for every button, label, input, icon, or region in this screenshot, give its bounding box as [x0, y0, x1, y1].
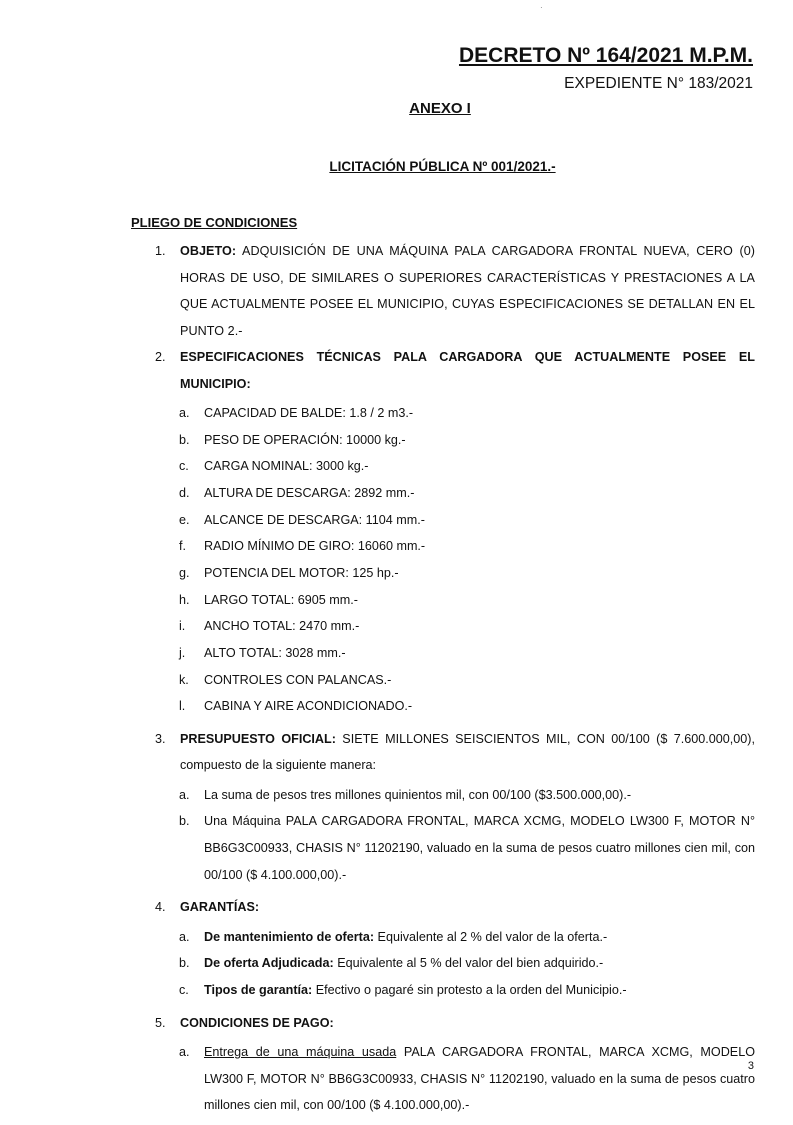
list-item [155, 640, 755, 667]
section-objeto [155, 238, 755, 344]
item-text: ALTO TOTAL: 3028 mm.- [204, 645, 346, 660]
section-label: OBJETO: [180, 244, 237, 258]
list-item [155, 667, 755, 694]
item-label: Entrega de una máquina usada [204, 1045, 397, 1060]
list-item [155, 693, 755, 720]
item-text: CONTROLES CON PALANCAS.- [204, 672, 392, 687]
item-text: POTENCIA DEL MOTOR: 125 hp.- [204, 565, 399, 580]
section-label: PRESUPUESTO OFICIAL: [180, 731, 336, 746]
list-item [155, 533, 755, 560]
list-item [155, 507, 755, 534]
annex-title: ANEXO I [409, 100, 471, 117]
list-item [155, 453, 755, 480]
item-text: LARGO TOTAL: 6905 mm.- [204, 592, 358, 607]
item-text [204, 924, 755, 951]
guarantees-list [155, 924, 755, 1004]
section-garantias [155, 894, 755, 921]
list-item [155, 480, 755, 507]
section-label: ESPECIFICACIONES TÉCNICAS PALA CARGADORA QUE ACTUALMENTE POSEE EL MUNICIPIO: [180, 350, 755, 391]
item-letter: b. [179, 432, 190, 447]
item-letter: j. [179, 645, 186, 660]
conditions-heading: PLIEGO DE CONDICIONES [131, 215, 298, 230]
list-item [155, 613, 755, 640]
item-letter: g. [179, 565, 190, 580]
item-text: PESO DE OPERACIÓN: 10000 kg.- [204, 432, 406, 447]
item-text: RADIO MÍNIMO DE GIRO: 16060 mm.- [204, 539, 426, 554]
item-letter: l. [179, 699, 186, 714]
section-number: 4. [155, 900, 166, 915]
list-item [155, 1039, 755, 1119]
list-item [155, 924, 755, 951]
item-letter: a. [179, 1045, 190, 1060]
tender-title: LICITACIÓN PÚBLICA Nº 001/2021.- [329, 159, 556, 174]
list-item [155, 950, 755, 977]
list-item [155, 782, 755, 809]
section-number: 1. [155, 244, 166, 258]
item-text [204, 950, 755, 977]
section-text [180, 726, 755, 779]
item-body: Equivalente al 5 % del valor del bien adquirido.- [333, 956, 604, 971]
section-number: 3. [155, 731, 166, 746]
budget-list [155, 782, 755, 888]
spec-list [155, 400, 755, 720]
conditions-list [155, 238, 755, 1125]
item-text [204, 977, 755, 1004]
item-letter: i. [179, 619, 186, 634]
item-text: Una Máquina PALA CARGADORA FRONTAL, MARCA XCMG, MODELO LW300 F, MOTOR N° BB6G3C00933, CHASIS N° 11202190, valuado en la suma de pesos cuatro millones cien mil, con 00/100 ($ 4.100.000,00).- [204, 814, 755, 882]
item-text: CAPACIDAD DE BALDE: 1.8 / 2 m3.- [204, 406, 414, 420]
item-letter: e. [179, 512, 190, 527]
list-item [155, 427, 755, 454]
item-text: ALCANCE DE DESCARGA: 1104 mm.- [204, 512, 425, 527]
item-letter: a. [179, 406, 190, 420]
file-number: EXPEDIENTE N° 183/2021 [564, 75, 753, 92]
item-letter: a. [179, 929, 190, 944]
section-label: GARANTÍAS: [180, 900, 260, 915]
section-especificaciones [155, 344, 755, 397]
list-item [155, 587, 755, 614]
item-text: CABINA Y AIRE ACONDICIONADO.- [204, 699, 413, 714]
list-item [155, 977, 755, 1004]
section-number: 5. [155, 1015, 166, 1030]
section-number: 2. [155, 350, 166, 364]
section-body: ADQUISICIÓN DE UNA MÁQUINA PALA CARGADORA FRONTAL NUEVA, CERO (0) HORAS DE USO, DE SIMILARES O SUPERIORES CARACTERÍSTICAS Y PRESTACIONES A LA QUE ACTUALMENTE POSEE EL MUNICIPIO, CUYAS ESPECIFICACIONES SE DETALLAN EN EL PUNTO 2.- [180, 244, 755, 338]
item-body: PALA CARGADORA FRONTAL, MARCA XCMG, MODELO LW300 F, MOTOR N° BB6G3C00933, CHASIS N° 11202190, valuado en la suma de pesos cuatro millones cien mil, con 00/100 ($ 4.100.000,00).- [204, 1045, 755, 1113]
page-number: 3 [747, 1060, 754, 1072]
item-letter: b. [179, 956, 190, 971]
item-text [204, 1039, 755, 1119]
item-letter: f. [179, 539, 186, 554]
section-condiciones-pago [155, 1010, 755, 1037]
item-letter: k. [179, 672, 189, 687]
section-label: CONDICIONES DE PAGO: [180, 1015, 334, 1030]
item-letter: c. [179, 459, 189, 474]
item-body: Equivalente al 2 % del valor de la oferta.- [374, 929, 608, 944]
item-body: Efectivo o pagaré sin protesto a la orden del Municipio.- [312, 982, 627, 997]
item-text: CARGA NOMINAL: 3000 kg.- [204, 459, 369, 474]
item-letter: d. [179, 485, 190, 500]
section-presupuesto [155, 726, 755, 779]
item-text: ALTURA DE DESCARGA: 2892 mm.- [204, 485, 415, 500]
list-item [155, 400, 755, 427]
item-text: La suma de pesos tres millones quinientos mil, con 00/100 ($3.500.000,00).- [204, 787, 632, 802]
item-label: Tipos de garantía: [204, 982, 313, 997]
payment-list [155, 1039, 755, 1119]
item-letter: b. [179, 814, 190, 829]
item-letter: c. [179, 982, 189, 997]
item-label: De oferta Adjudicada: [204, 956, 334, 971]
scan-speck: · [540, 3, 543, 12]
section-text [180, 238, 755, 344]
section-body: SIETE MILLONES SEISCIENTOS MIL, CON 00/100 ($ 7.600.000,00), compuesto de la siguiente manera: [180, 731, 755, 773]
decree-number: DECRETO Nº 164/2021 M.P.M. [458, 44, 753, 67]
item-label: De mantenimiento de oferta: [204, 929, 375, 944]
list-item [155, 560, 755, 587]
list-item [155, 808, 755, 888]
item-letter: h. [179, 592, 190, 607]
item-letter: a. [179, 787, 190, 802]
item-text: ANCHO TOTAL: 2470 mm.- [204, 619, 360, 634]
